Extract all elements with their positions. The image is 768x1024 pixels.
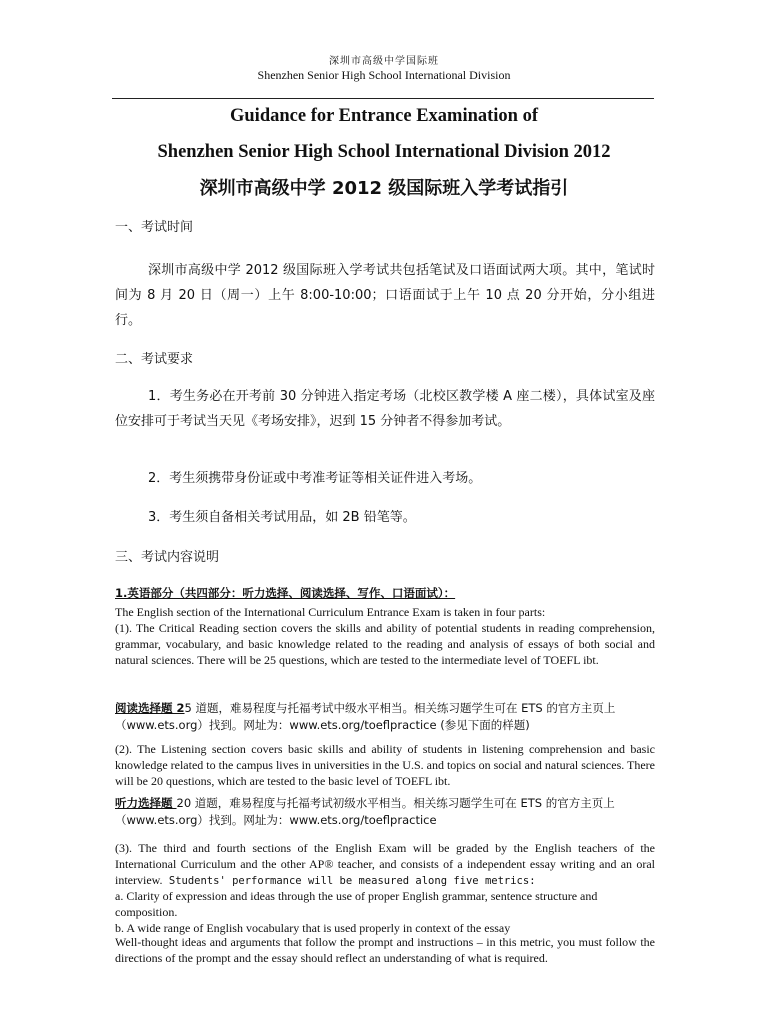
english-intro: The English section of the International Curriculum Entrance Exam is taken in four parts: [115, 605, 546, 619]
section-1-body: 深圳市高级中学 2012 级国际班入学考试共包括笔试及口语面试两大项。其中，笔试时间为 8 月 20 日（周一）上午 8:00-10:00；口语面试于上午 10 点 20 分开始，分小组进行。 [115, 263, 655, 328]
reading-note-label: 阅读选择题 2 [115, 701, 185, 715]
listening-note-text: 20 道题，难易程度与托福考试初级水平相当。相关练习题学生可在 ETS 的官方主页上（www.ets.org）找到。网址为：www.ets.org/toeflpractice [115, 796, 615, 827]
metric-item-c: Well-thought ideas and arguments that follow the prompt and instructions – in this metric, you must follow the directions of the prompt and the essay should reflect an understanding of what is required. [115, 935, 655, 965]
metrics-intro: Students' performance will be measured along five metrics: [162, 875, 536, 887]
title-line-3-cn: 深圳市高级中学 2012 级国际班入学考试指引 [199, 178, 569, 199]
english-listening-paragraph: (2). The Listening section covers basic skills and ability of students in listening comprehension and basic knowledge related to the campus lives in universities in the U.S. and topics on social and natural sciences. There will be 20 questions, which are tested to the basic level of TOEFL ibt. [115, 742, 655, 788]
section-2-heading: 二、考试要求 [115, 352, 194, 367]
header-divider [112, 98, 654, 99]
english-writing-paragraph [115, 840, 655, 889]
section-2-item-1: 1．考生务必在开考前 30 分钟进入指定考场（北校区教学楼 A 座二楼），具体试室及座位安排可于考试当天见《考场安排》，迟到 15 分钟者不得参加考试。 [115, 389, 655, 429]
section-2-item-3: 3．考生须自备相关考试用品，如 2B 铅笔等。 [148, 510, 416, 525]
header-school-en: Shenzhen Senior High School International Division [257, 68, 511, 82]
section-3-heading: 三、考试内容说明 [115, 550, 220, 565]
title-line-1: Guidance for Entrance Examination of [230, 106, 538, 126]
section-1-heading: 一、考试时间 [115, 220, 194, 235]
writing-paragraph-text: (3). The third and fourth sections of the English Exam will be graded by the English teachers of the International Curriculum and the other AP® teacher, and consists of a independent essay writing and an oral interview. [115, 841, 655, 887]
section-2-item-2: 2．考生须携带身份证或中考准考证等相关证件进入考场。 [148, 471, 482, 486]
reading-note-text: 5 道题，难易程度与托福考试中级水平相当。相关练习题学生可在 ETS 的官方主页上（www.ets.org）找到。网址为：www.ets.org/toeflpractice (参见下面的样题) [115, 701, 616, 732]
listening-note-label: 听力选择题 [115, 796, 177, 810]
header-school-cn: 深圳市高级中学国际班 [329, 56, 439, 67]
title-line-2: Shenzhen Senior High School International Division 2012 [157, 142, 611, 162]
metric-item-a: a. Clarity of expression and ideas through the use of proper English grammar, sentence structure and composition. [115, 889, 598, 919]
english-reading-paragraph: (1). The Critical Reading section covers the skills and ability of potential students in reading comprehension, grammar, vocabulary, and basic knowledge related to the reading and analysis of essays of both social and natural sciences. There will be 25 questions, which are tested to the intermediate level of TOEFL ibt. [115, 621, 655, 667]
reading-note [115, 700, 655, 734]
listening-note [115, 795, 655, 829]
english-section-heading: 1.英语部分（共四部分：听力选择、阅读选择、写作、口语面试）： [115, 586, 456, 600]
metric-item-b: b. A wide range of English vocabulary that is used properly in context of the essay [115, 921, 511, 935]
